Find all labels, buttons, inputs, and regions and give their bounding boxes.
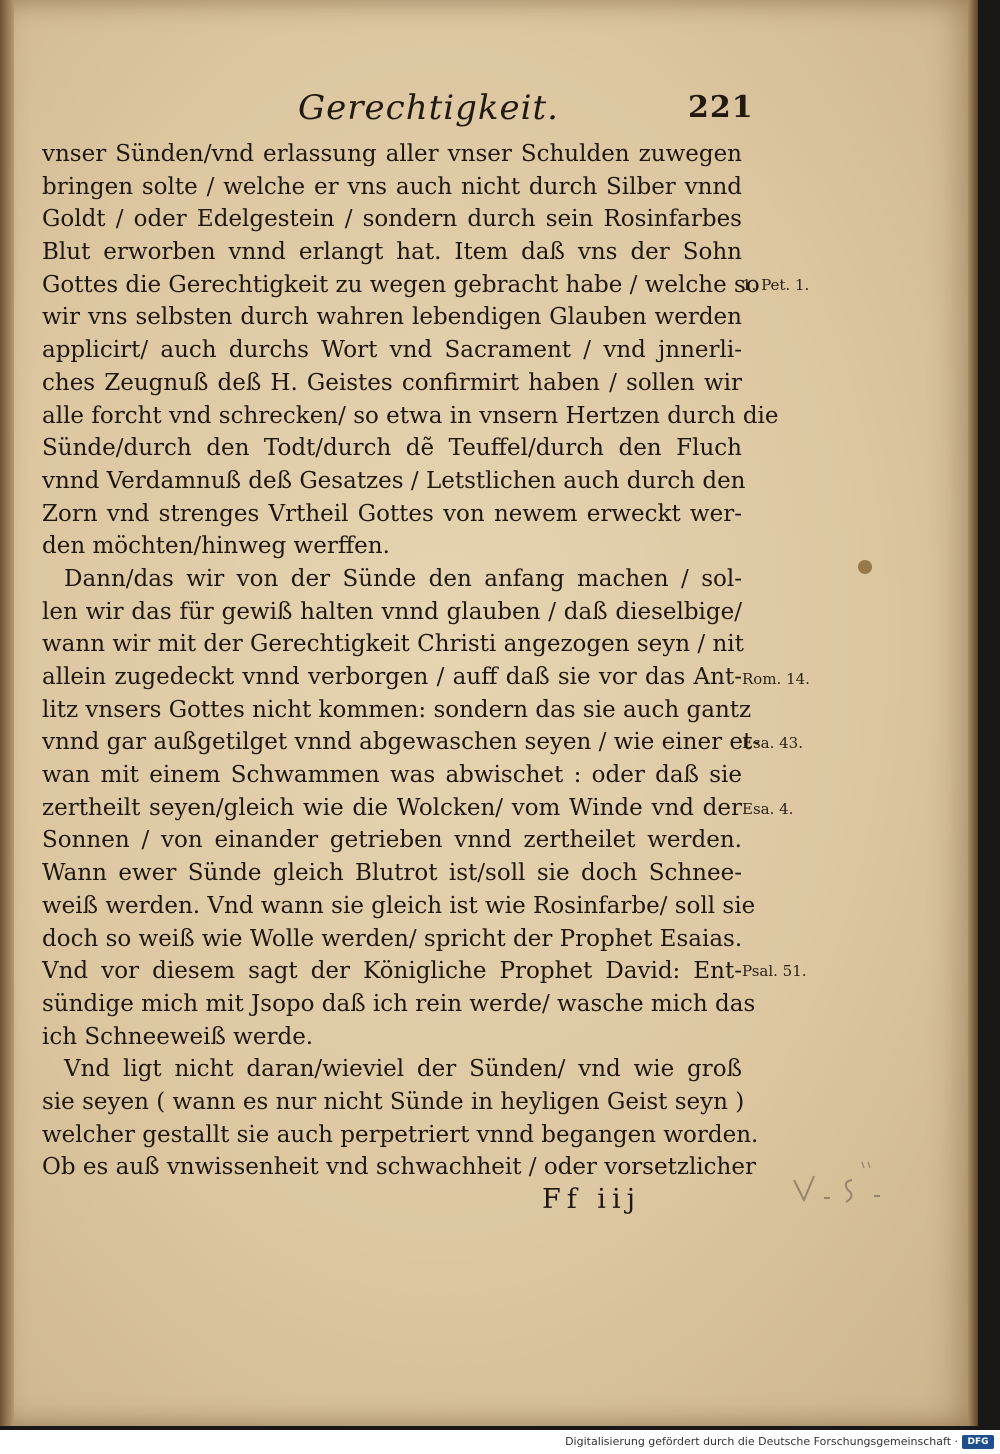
- text-line: Sünde/durch den Todt/durch dẽ Teuffel/durch den Fluch: [42, 435, 742, 462]
- text-line: sie seyen ( wann es nur nicht Sünde in heyligen Geist seyn ): [42, 1088, 745, 1115]
- text-line: wir vns selbsten durch wahren lebendigen Glauben werden: [42, 304, 742, 331]
- text-line: Zorn vnd strenges Vrtheil Gottes von newem erweckt wer-: [42, 500, 742, 527]
- text-line: allein zugedeckt vnnd verborgen / auff daß sie vor das Ant-: [42, 664, 742, 690]
- ink-stain: [858, 560, 872, 574]
- marginal-note-esa4: Esa. 4.: [742, 800, 794, 818]
- text-line: Ob es auß vnwissenheit vnd schwachheit / oder vorsetzlicher: [42, 1154, 756, 1181]
- text-line: den möchten/hinweg werffen.: [42, 533, 390, 560]
- page-edge: [968, 0, 978, 1426]
- page-number: 221: [688, 90, 754, 125]
- dfg-logo: DFG: [962, 1435, 994, 1449]
- text-line: Vnd ligt nicht daran/wieviel der Sünden/ vnd wie groß: [64, 1056, 742, 1083]
- page-gutter: [0, 0, 14, 1426]
- text-line: zertheilt seyen/gleich wie die Wolcken/ vom Winde vnd der: [42, 794, 742, 821]
- text-line: ches Zeugnuß deß H. Geistes confirmirt haben / sollen wir: [42, 369, 742, 396]
- text-line: Goldt / oder Edelgestein / sondern durch sein Rosinfarbes: [42, 206, 742, 233]
- text-line: len wir das für gewiß halten vnnd glauben / daß dieselbige/: [42, 598, 742, 625]
- text-line: vnnd gar außgetilget vnnd abgewaschen seyen / wie einer et-: [42, 729, 761, 756]
- text-line: vnser Sünden/vnd erlassung aller vnser Schulden zuwegen: [42, 141, 742, 167]
- digitization-footer: [0, 1430, 1000, 1454]
- text-line: welcher gestallt sie auch perpetriert vnnd begangen worden.: [42, 1121, 759, 1148]
- text-line: Blut erworben vnnd erlangt hat. Item daß vns der Sohn: [42, 239, 742, 266]
- text-line: weiß werden. Vnd wann sie gleich ist wie Rosinfarbe/ soll sie: [42, 892, 756, 919]
- text-line: litz vnsers Gottes nicht kommen: sondern das sie auch gantz: [42, 696, 752, 723]
- pencil-annotation-mark: [790, 1160, 900, 1210]
- text-line: wan mit einem Schwammen was abwischet : oder daß sie: [42, 762, 742, 789]
- text-line: doch so weiß wie Wolle werden/ spricht der Prophet Esaias.: [42, 925, 743, 952]
- text-line: Wann ewer Sünde gleich Blutrot ist/soll sie doch Schnee-: [42, 860, 742, 887]
- marginal-note-psal: Psal. 51.: [742, 962, 807, 980]
- text-line: sündige mich mit Jsopo daß ich rein werde/ wasche mich das: [42, 990, 756, 1017]
- marginal-note-esa43: Esa. 43.: [742, 734, 803, 752]
- text-line: bringen solte / welche er vns auch nicht durch Silber vnnd: [42, 173, 742, 200]
- marginal-note-rom: Rom. 14.: [742, 670, 810, 688]
- funding-credit: Digitalisierung gefördert durch die Deutsche Forschungsgemeinschaft ·: [565, 1435, 958, 1448]
- text-line: Gottes die Gerechtigkeit zu wegen gebracht habe / welche so: [42, 271, 760, 298]
- running-title: Gerechtigkeit.: [298, 88, 559, 128]
- marginal-note-pet: 1. Pet. 1.: [742, 276, 810, 294]
- text-line: vnnd Verdamnuß deß Gesatzes / Letstlichen auch durch den: [42, 467, 746, 494]
- text-line: Vnd vor diesem sagt der Königliche Prophet David: Ent-: [42, 958, 742, 985]
- text-line: applicirt/ auch durchs Wort vnd Sacrament / vnd jnnerli-: [42, 337, 742, 364]
- signature-mark: Ff iij: [542, 1184, 641, 1215]
- text-line: Dann/das wir von der Sünde den anfang machen / sol-: [64, 565, 742, 592]
- text-line: ich Schneeweiß werde.: [42, 1023, 314, 1050]
- text-line: alle forcht vnd schrecken/ so etwa in vnsern Hertzen durch die: [42, 402, 779, 429]
- text-line: wann wir mit der Gerechtigkeit Christi angezogen seyn / nit: [42, 631, 744, 658]
- text-line: Sonnen / von einander getrieben vnnd zertheilet werden.: [42, 827, 742, 854]
- running-head: [40, 88, 780, 140]
